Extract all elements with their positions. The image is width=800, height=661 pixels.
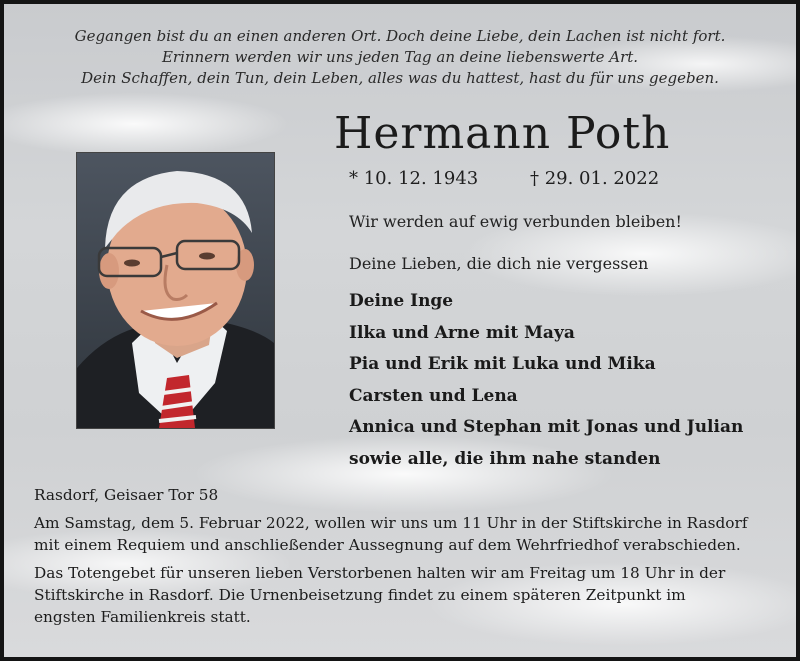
family-address: Rasdorf, Geisaer Tor 58 (34, 486, 219, 504)
mourner-entry: Pia und Erik mit Luka und Mika (349, 354, 656, 374)
memorial-poem (44, 26, 756, 89)
mourners-list (349, 286, 743, 475)
mourner-entry: Deine Inge (349, 291, 454, 311)
prayer-info (34, 562, 774, 628)
mourner-entry: Carsten und Lena (349, 385, 518, 406)
service-details (34, 484, 774, 634)
birth-date: * 10. 12. 1943 (349, 168, 479, 189)
prayer-line: Das Totengebet für unseren lieben Verstorbenen halten wir am Freitag um 18 Uhr in der (34, 564, 726, 582)
prayer-line: engsten Familienkreis statt. (34, 608, 251, 626)
memorial-motto: Wir werden auf ewig verbunden bleiben! (349, 212, 682, 231)
prayer-line: Stiftskirche in Rasdorf. Die Urnenbeisetzung findet zu einem späteren Zeitpunkt im (34, 586, 686, 604)
portrait-illustration (77, 153, 274, 428)
mourner-entry: sowie alle, die ihm nahe standen (349, 448, 661, 469)
mourners-intro: Deine Lieben, die dich nie vergessen (349, 254, 649, 273)
poem-line: Erinnern werden wir uns jeden Tag an deine liebenswerte Art. (161, 48, 639, 66)
funeral-info (34, 512, 774, 556)
poem-line: Gegangen bist du an einen anderen Ort. Doch deine Liebe, dein Lachen ist nicht fort. (74, 27, 726, 45)
deceased-name: Hermann Poth (334, 108, 671, 159)
mourner-entry: Annica und Stephan mit Jonas und Julian (349, 417, 744, 437)
life-dates (349, 168, 659, 189)
portrait-photo (76, 152, 275, 429)
mourner-entry: Ilka und Arne mit Maya (349, 322, 575, 343)
death-date: † 29. 01. 2022 (529, 168, 660, 189)
poem-line: Dein Schaffen, dein Tun, dein Leben, alles was du hattest, hast du für uns gegeben. (81, 69, 719, 87)
funeral-line: mit einem Requiem und anschließender Aussegnung auf dem Wehrfriedhof verabschieden. (34, 536, 741, 554)
funeral-line: Am Samstag, dem 5. Februar 2022, wollen wir uns um 11 Uhr in der Stiftskirche in Rasdorf (34, 514, 748, 532)
